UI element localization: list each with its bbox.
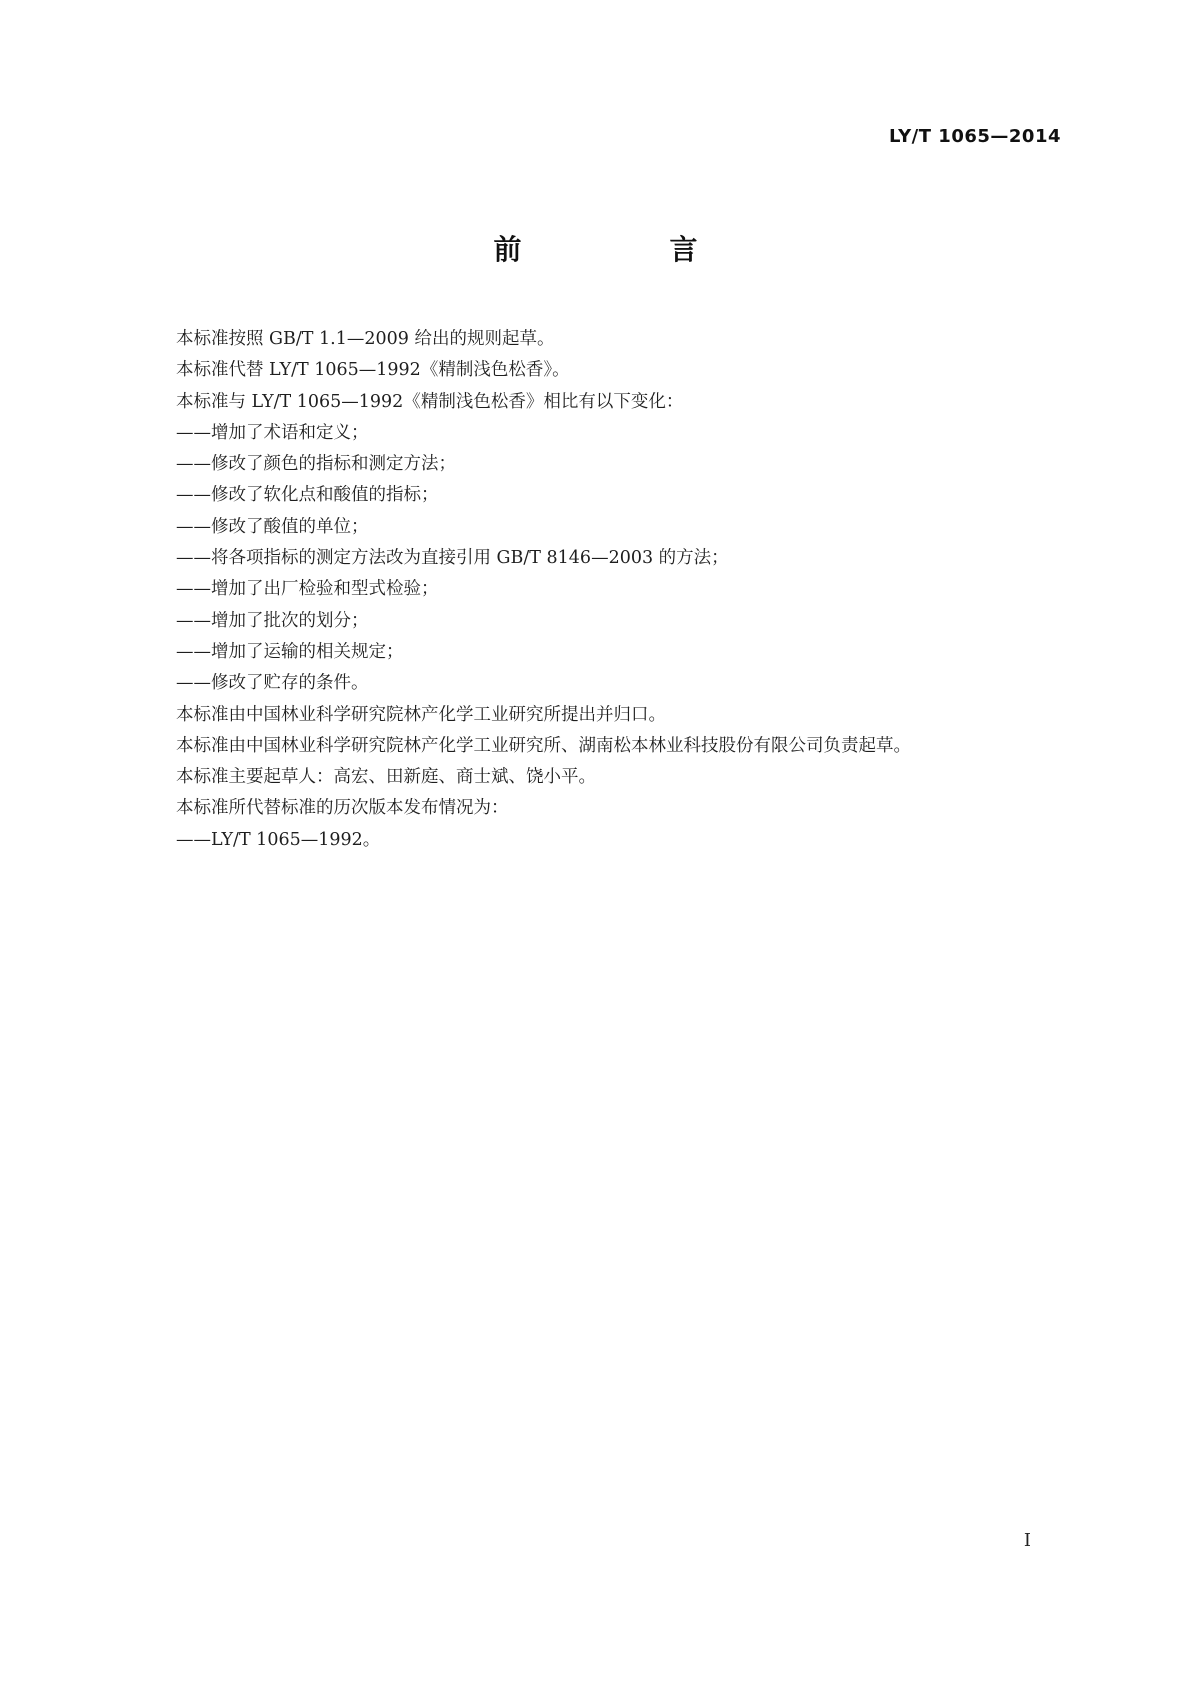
- change-item: ——修改了软化点和酸值的指标；: [176, 485, 439, 506]
- change-item: ——修改了贮存的条件。: [176, 673, 369, 694]
- page-title: 前 言: [493, 233, 758, 266]
- foreword-line: 本标准由中国林业科学研究院林产化学工业研究所提出并归口。: [176, 704, 666, 725]
- change-item: ——增加了批次的划分；: [176, 610, 369, 631]
- previous-edition-item: ——LY/T 1065—1992。: [176, 829, 381, 850]
- change-item: ——增加了出厂检验和型式检验；: [176, 579, 439, 600]
- change-item: ——将各项指标的测定方法改为直接引用 GB/T 8146—2003 的方法；: [176, 548, 729, 569]
- standard-code: LY/T 1065—2014: [888, 126, 1061, 147]
- change-item: ——修改了酸值的单位；: [176, 516, 369, 537]
- foreword-line: 本标准由中国林业科学研究院林产化学工业研究所、湖南松本林业科技股份有限公司负责起草。: [176, 735, 911, 756]
- foreword-line: 本标准代替 LY/T 1065—1992《精制浅色松香》。: [176, 360, 570, 381]
- change-item: ——增加了运输的相关规定；: [176, 641, 404, 662]
- foreword-line: 本标准主要起草人：高宏、田新庭、商士斌、饶小平。: [176, 767, 596, 788]
- foreword-line: 本标准与 LY/T 1065—1992《精制浅色松香》相比有以下变化：: [176, 391, 684, 412]
- page-number: I: [1023, 1530, 1031, 1551]
- foreword-line: 本标准所代替标准的历次版本发布情况为：: [176, 798, 509, 819]
- foreword-body: [176, 324, 1056, 856]
- foreword-line: 本标准按照 GB/T 1.1—2009 给出的规则起草。: [176, 329, 555, 349]
- change-item: ——修改了颜色的指标和测定方法；: [176, 454, 456, 475]
- change-item: ——增加了术语和定义；: [176, 422, 369, 443]
